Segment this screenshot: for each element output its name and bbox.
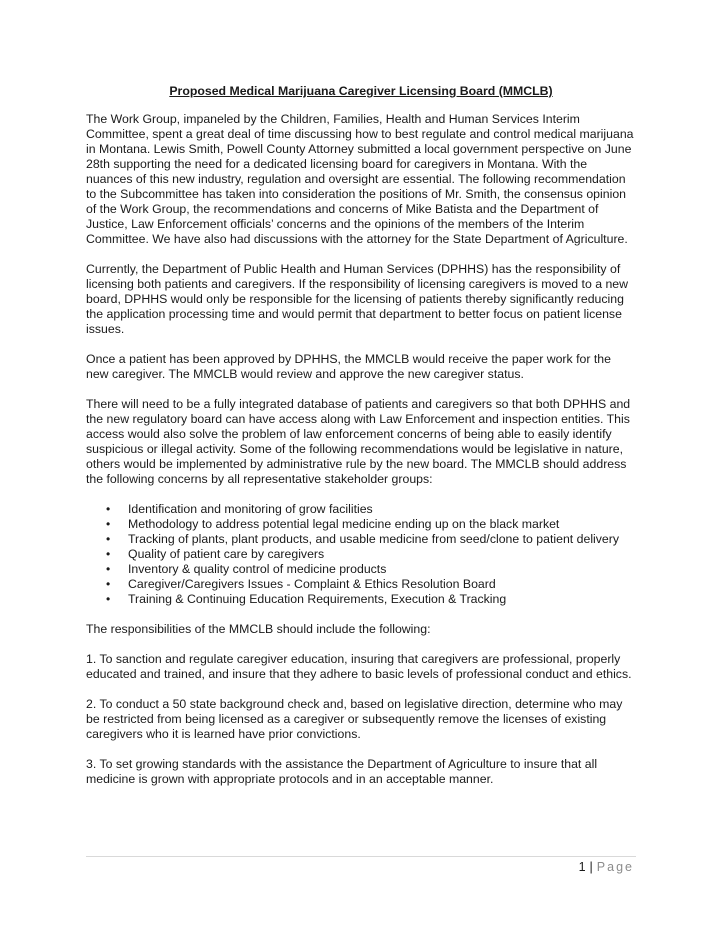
list-item: • Training & Continuing Education Requirements, Execution & Tracking: [106, 592, 507, 606]
bullet-icon: •: [106, 592, 111, 606]
list-item: • Inventory & quality control of medicine products: [106, 562, 387, 576]
page-number: 1: [578, 860, 586, 874]
footer-divider: [86, 856, 636, 857]
document-title: Proposed Medical Marijuana Caregiver Licensing Board (MMCLB): [169, 84, 553, 98]
dphhs-paragraph: Currently, the Department of Public Health and Human Services (DPHHS) has the responsibility of licensing both patients and caregivers. If the responsibility of licensing caregivers is moved to a new board, DPHHS would only be responsible for the licensing of patients thereby significantly reducing the application processing time and would permit that department to better focus on patient license issues.: [86, 262, 629, 336]
footer-separator: |: [589, 860, 593, 874]
approval-paragraph: Once a patient has been approved by DPHHS, the MMCLB would receive the paper work for the new caregiver. The MMCLB would review and approve the new caregiver status.: [86, 352, 611, 381]
bullet-icon: •: [106, 532, 111, 546]
responsibility-item: 3. To set growing standards with the assistance the Department of Agriculture to insure that all medicine is grown with appropriate protocols and in an acceptable manner.: [86, 757, 598, 786]
bullet-icon: •: [106, 502, 111, 516]
bullet-icon: •: [106, 547, 111, 561]
responsibilities-heading: The responsibilities of the MMCLB should include the following:: [86, 622, 431, 636]
responsibility-item: 1. To sanction and regulate caregiver education, insuring that caregivers are professional, properly educated and trained, and insure that they adhere to basic levels of professional conduct and ethics.: [86, 652, 632, 681]
concerns-list: [86, 502, 636, 607]
page-footer: [579, 860, 634, 874]
list-item: • Identification and monitoring of grow facilities: [106, 502, 373, 516]
intro-paragraph: The Work Group, impaneled by the Children, Families, Health and Human Services Interim Committee, spent a great deal of time discussing how to best regulate and control medical marijuana in Montana. Lewis Smith, Powell County Attorney submitted a local government perspective on June 28th supporting the need for a dedicated licensing board for caregivers in Montana. With the nuances of this new industry, regulation and oversight are essential. The following recommendation to the Subcommittee has taken into consideration the positions of Mr. Smith, the consensus opinion of the Work Group, the recommendations and concerns of Mike Batista and the Department of Justice, Law Enforcement officials’ concerns and the opinions of the members of the Interim Committee. We have also had discussions with the attorney for the State Department of Agriculture.: [86, 112, 634, 246]
bullet-icon: •: [106, 577, 111, 591]
list-item: • Tracking of plants, plant products, and usable medicine from seed/clone to patient delivery: [106, 532, 620, 546]
list-item: • Caregiver/Caregivers Issues - Complaint & Ethics Resolution Board: [106, 577, 496, 591]
list-item: • Quality of patient care by caregivers: [106, 547, 325, 561]
database-paragraph: There will need to be a fully integrated database of patients and caregivers so that both DPHHS and the new regulatory board can have access along with Law Enforcement and inspection entities. This access would also solve the problem of law enforcement concerns of being able to easily identify suspicious or illegal activity. Some of the following recommendations would be legislative in nature, others would be implemented by administrative rule by the new board. The MMCLB should address the following concerns by all representative stakeholder groups:: [86, 397, 631, 486]
bullet-icon: •: [106, 562, 111, 576]
bullet-icon: •: [106, 517, 111, 531]
responsibility-item: 2. To conduct a 50 state background check and, based on legislative direction, determine who may be restricted from being licensed as a caregiver or subsequently remove the licenses of existing caregivers who it is learned have prior convictions.: [86, 697, 623, 741]
list-item: • Methodology to address potential legal medicine ending up on the black market: [106, 517, 560, 531]
document-body: [86, 84, 636, 802]
page-label: Page: [596, 860, 634, 874]
